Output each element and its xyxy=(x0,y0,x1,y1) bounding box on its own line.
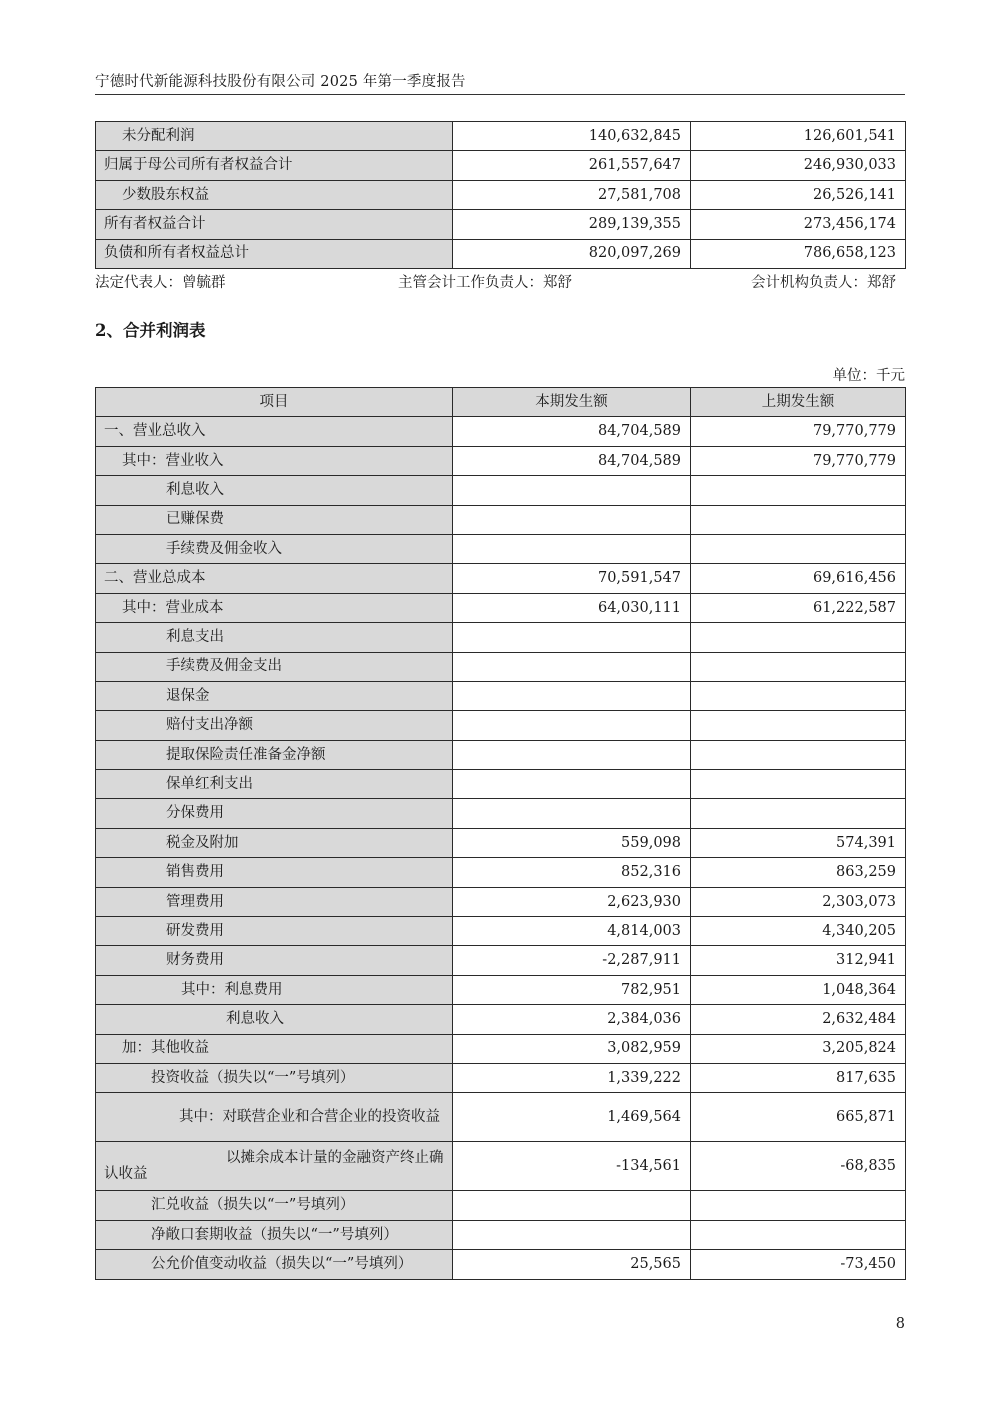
table-row xyxy=(96,740,906,769)
current-period-value: 820,097,269 xyxy=(453,239,691,268)
row-label: 销售费用 xyxy=(96,858,453,887)
row-label: 所有者权益合计 xyxy=(96,210,453,239)
row-label: 手续费及佣金支出 xyxy=(96,652,453,681)
current-period-value: 4,814,003 xyxy=(453,917,691,946)
table-row xyxy=(96,446,906,475)
row-label: 已赚保费 xyxy=(96,505,453,534)
prior-period-value: 4,340,205 xyxy=(691,917,906,946)
column-header-prior: 上期发生额 xyxy=(691,388,906,417)
prior-period-value: 863,259 xyxy=(691,858,906,887)
table-row xyxy=(96,1250,906,1279)
prior-period-value xyxy=(691,534,906,563)
table-row xyxy=(96,417,906,446)
current-period-value: 1,339,222 xyxy=(453,1063,691,1092)
prior-period-value: 61,222,587 xyxy=(691,593,906,622)
current-period-value: 140,632,845 xyxy=(453,122,691,151)
table-row xyxy=(96,1034,906,1063)
table-row xyxy=(96,564,906,593)
prior-period-value: -68,835 xyxy=(691,1142,906,1191)
prior-period-value: 817,635 xyxy=(691,1063,906,1092)
table-row xyxy=(96,975,906,1004)
current-period-value xyxy=(453,770,691,799)
prior-period-value: 26,526,141 xyxy=(691,180,906,209)
row-label: 其中：对联营企业和合营企业的投资收益 xyxy=(96,1093,453,1142)
table-row xyxy=(96,858,906,887)
prior-period-value: -73,450 xyxy=(691,1250,906,1279)
current-period-value: -134,561 xyxy=(453,1142,691,1191)
prior-period-value xyxy=(691,476,906,505)
accounting-head-signature: 主管会计工作负责人：郑舒 xyxy=(398,275,572,291)
table-row xyxy=(96,828,906,857)
row-label: 财务费用 xyxy=(96,946,453,975)
row-label: 少数股东权益 xyxy=(96,180,453,209)
table-row xyxy=(96,652,906,681)
row-label: 利息收入 xyxy=(96,1005,453,1034)
prior-period-value: 79,770,779 xyxy=(691,417,906,446)
table-row xyxy=(96,210,906,239)
table-row xyxy=(96,770,906,799)
current-period-value xyxy=(453,505,691,534)
column-header-current: 本期发生额 xyxy=(453,388,691,417)
table-row xyxy=(96,887,906,916)
prior-period-value: 2,303,073 xyxy=(691,887,906,916)
table-row xyxy=(96,505,906,534)
current-period-value: 559,098 xyxy=(453,828,691,857)
row-label: 一、营业总收入 xyxy=(96,417,453,446)
row-label: 手续费及佣金收入 xyxy=(96,534,453,563)
current-period-value xyxy=(453,681,691,710)
prior-period-value xyxy=(691,505,906,534)
table-row xyxy=(96,681,906,710)
column-header-item: 项目 xyxy=(96,388,453,417)
table-row xyxy=(96,946,906,975)
row-label: 保单红利支出 xyxy=(96,770,453,799)
row-label: 退保金 xyxy=(96,681,453,710)
current-period-value xyxy=(453,799,691,828)
prior-period-value: 69,616,456 xyxy=(691,564,906,593)
current-period-value: 1,469,564 xyxy=(453,1093,691,1142)
row-label: 未分配利润 xyxy=(96,122,453,151)
current-period-value: 2,384,036 xyxy=(453,1005,691,1034)
prior-period-value: 126,601,541 xyxy=(691,122,906,151)
table-row xyxy=(96,476,906,505)
section-title: 2、合并利润表 xyxy=(95,321,206,340)
table-row xyxy=(96,593,906,622)
row-label: 其中：营业收入 xyxy=(96,446,453,475)
report-header-title: 宁德时代新能源科技股份有限公司 2025 年第一季度报告 xyxy=(95,74,466,90)
current-period-value xyxy=(453,534,691,563)
prior-period-value xyxy=(691,652,906,681)
prior-period-value xyxy=(691,770,906,799)
table-row xyxy=(96,1063,906,1092)
row-label: 管理费用 xyxy=(96,887,453,916)
current-period-value: 64,030,111 xyxy=(453,593,691,622)
row-label: 其中：营业成本 xyxy=(96,593,453,622)
row-label: 归属于母公司所有者权益合计 xyxy=(96,151,453,180)
current-period-value: 2,623,930 xyxy=(453,887,691,916)
legal-representative-signature: 法定代表人：曾毓群 xyxy=(95,275,226,291)
table-row xyxy=(96,1005,906,1034)
prior-period-value xyxy=(691,740,906,769)
prior-period-value: 665,871 xyxy=(691,1093,906,1142)
current-period-value xyxy=(453,623,691,652)
row-label: 利息支出 xyxy=(96,623,453,652)
prior-period-value: 786,658,123 xyxy=(691,239,906,268)
prior-period-value: 1,048,364 xyxy=(691,975,906,1004)
current-period-value xyxy=(453,1191,691,1220)
income-statement-table xyxy=(95,387,906,1280)
current-period-value: 84,704,589 xyxy=(453,446,691,475)
current-period-value: -2,287,911 xyxy=(453,946,691,975)
row-label: 加：其他收益 xyxy=(96,1034,453,1063)
prior-period-value xyxy=(691,711,906,740)
current-period-value: 25,565 xyxy=(453,1250,691,1279)
table-row xyxy=(96,711,906,740)
table-row xyxy=(96,151,906,180)
balance-sheet-table xyxy=(95,121,906,269)
unit-label: 单位：千元 xyxy=(832,368,905,384)
row-label: 税金及附加 xyxy=(96,828,453,857)
prior-period-value: 3,205,824 xyxy=(691,1034,906,1063)
row-label: 提取保险责任准备金净额 xyxy=(96,740,453,769)
page-number: 8 xyxy=(895,1316,905,1332)
prior-period-value xyxy=(691,681,906,710)
current-period-value: 3,082,959 xyxy=(453,1034,691,1063)
row-label: 以摊余成本计量的金融资产终止确认收益 xyxy=(96,1142,453,1191)
table-row xyxy=(96,917,906,946)
table-row xyxy=(96,1142,906,1191)
table-row xyxy=(96,534,906,563)
current-period-value: 70,591,547 xyxy=(453,564,691,593)
table-row xyxy=(96,1191,906,1220)
table-header-row xyxy=(96,388,906,417)
row-label: 净敞口套期收益（损失以“一”号填列） xyxy=(96,1220,453,1249)
table-row xyxy=(96,122,906,151)
prior-period-value xyxy=(691,1191,906,1220)
row-label: 汇兑收益（损失以“一”号填列） xyxy=(96,1191,453,1220)
row-label: 赔付支出净额 xyxy=(96,711,453,740)
table-row xyxy=(96,799,906,828)
header-divider xyxy=(95,94,905,95)
prior-period-value: 2,632,484 xyxy=(691,1005,906,1034)
prior-period-value xyxy=(691,799,906,828)
current-period-value: 84,704,589 xyxy=(453,417,691,446)
prior-period-value: 574,391 xyxy=(691,828,906,857)
current-period-value: 852,316 xyxy=(453,858,691,887)
row-label: 投资收益（损失以“一”号填列） xyxy=(96,1063,453,1092)
row-label: 分保费用 xyxy=(96,799,453,828)
current-period-value xyxy=(453,740,691,769)
current-period-value xyxy=(453,476,691,505)
accounting-org-head-signature: 会计机构负责人：郑舒 xyxy=(751,275,896,291)
current-period-value: 261,557,647 xyxy=(453,151,691,180)
table-row xyxy=(96,1093,906,1142)
row-label: 研发费用 xyxy=(96,917,453,946)
current-period-value: 27,581,708 xyxy=(453,180,691,209)
prior-period-value xyxy=(691,1220,906,1249)
row-label: 二、营业总成本 xyxy=(96,564,453,593)
prior-period-value: 312,941 xyxy=(691,946,906,975)
current-period-value xyxy=(453,1220,691,1249)
current-period-value: 289,139,355 xyxy=(453,210,691,239)
table-row xyxy=(96,1220,906,1249)
prior-period-value: 273,456,174 xyxy=(691,210,906,239)
current-period-value xyxy=(453,711,691,740)
row-label: 负债和所有者权益总计 xyxy=(96,239,453,268)
table-row xyxy=(96,239,906,268)
prior-period-value xyxy=(691,623,906,652)
prior-period-value: 79,770,779 xyxy=(691,446,906,475)
table-row xyxy=(96,623,906,652)
row-label: 其中：利息费用 xyxy=(96,975,453,1004)
current-period-value xyxy=(453,652,691,681)
prior-period-value: 246,930,033 xyxy=(691,151,906,180)
row-label: 公允价值变动收益（损失以“一”号填列） xyxy=(96,1250,453,1279)
table-row xyxy=(96,180,906,209)
current-period-value: 782,951 xyxy=(453,975,691,1004)
row-label: 利息收入 xyxy=(96,476,453,505)
